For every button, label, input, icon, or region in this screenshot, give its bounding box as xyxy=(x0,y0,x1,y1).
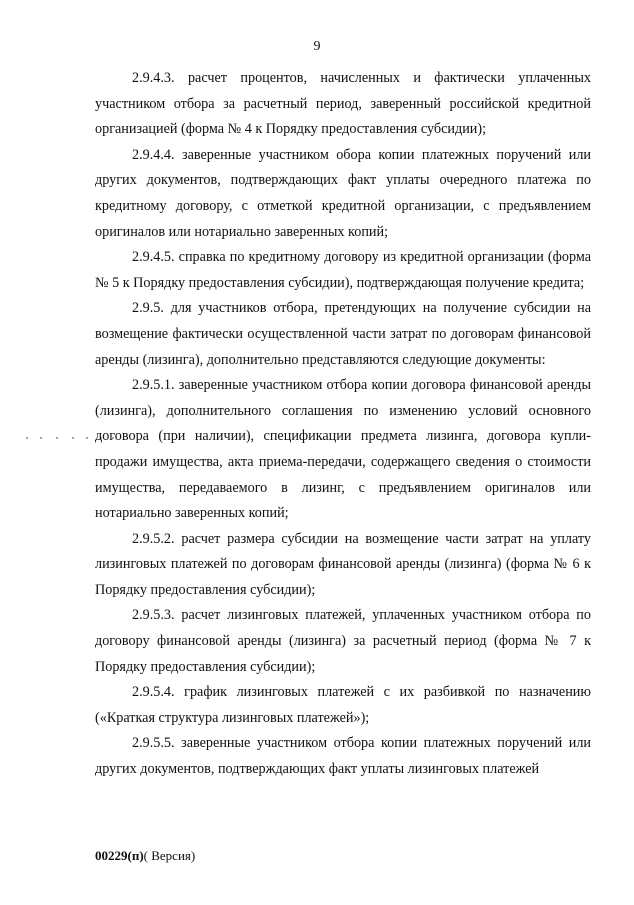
paragraph-2-9-5-4: 2.9.5.4. график лизинговых платежей с их разбивкой по назначению («Краткая структура лизинговых платежей»); xyxy=(95,684,591,726)
footer xyxy=(95,849,195,862)
paragraph-2-9-4-4: 2.9.4.4. заверенные участником обора копии платежных поручений или других документов, подтверждающих факт уплаты очередного платежа по кредитному договору, с отметкой кредитной организации, с предъявлением оригиналов или нотариально заверенных копий; xyxy=(95,146,591,240)
paragraph-2-9-5: 2.9.5. для участников отбора, претендующих на получение субсидии на возмещение фактически осуществленной части затрат по договорам финансовой аренды (лизинга), дополнительно представляются следующие документы: xyxy=(95,300,591,368)
paragraph-2-9-4-5: 2.9.4.5. справка по кредитному договору из кредитной организации (форма № 5 к Порядку предоставления субсидии), подтверждающая получение кредита; xyxy=(95,249,591,291)
page-number: 9 xyxy=(313,39,321,54)
footer-version: ( Версия) xyxy=(143,848,196,863)
document-body xyxy=(95,66,591,783)
footer-document-code: 00229(п) xyxy=(95,848,144,863)
paragraph-2-9-5-3: 2.9.5.3. расчет лизинговых платежей, уплаченных участником отбора по договору финансовой аренды (лизинга) за расчетный период (форма № 7 к Порядку предоставления субсидии); xyxy=(95,607,591,675)
paragraph-2-9-4-3: 2.9.4.3. расчет процентов, начисленных и фактически уплаченных участником отбора за расчетный период, заверенный российской кредитной организацией (форма № 4 к Порядку предоставления субсидии); xyxy=(95,70,591,138)
paragraph-2-9-5-5: 2.9.5.5. заверенные участником отбора копии платежных поручений или других документов, подтверждающих факт уплаты лизинговых платежей xyxy=(95,735,591,778)
paragraph-2-9-5-1: 2.9.5.1. заверенные участником отбора копии договора финансовой аренды (лизинга), дополнительного соглашения по изменению условий основного договора (при наличии), спецификации предмета лизинга, договора купли-продажи имущества, акта приема-передачи, содержащего сведения о стоимости имущества, передаваемого в лизинг, с предъявлением оригиналов или нотариально заверенных копий; xyxy=(95,377,591,522)
paragraph-2-9-5-2: 2.9.5.2. расчет размера субсидии на возмещение части затрат на уплату лизинговых платежей по договорам финансовой аренды (лизинга) (форма № 6 к Порядку предоставления субсидии); xyxy=(95,530,591,598)
